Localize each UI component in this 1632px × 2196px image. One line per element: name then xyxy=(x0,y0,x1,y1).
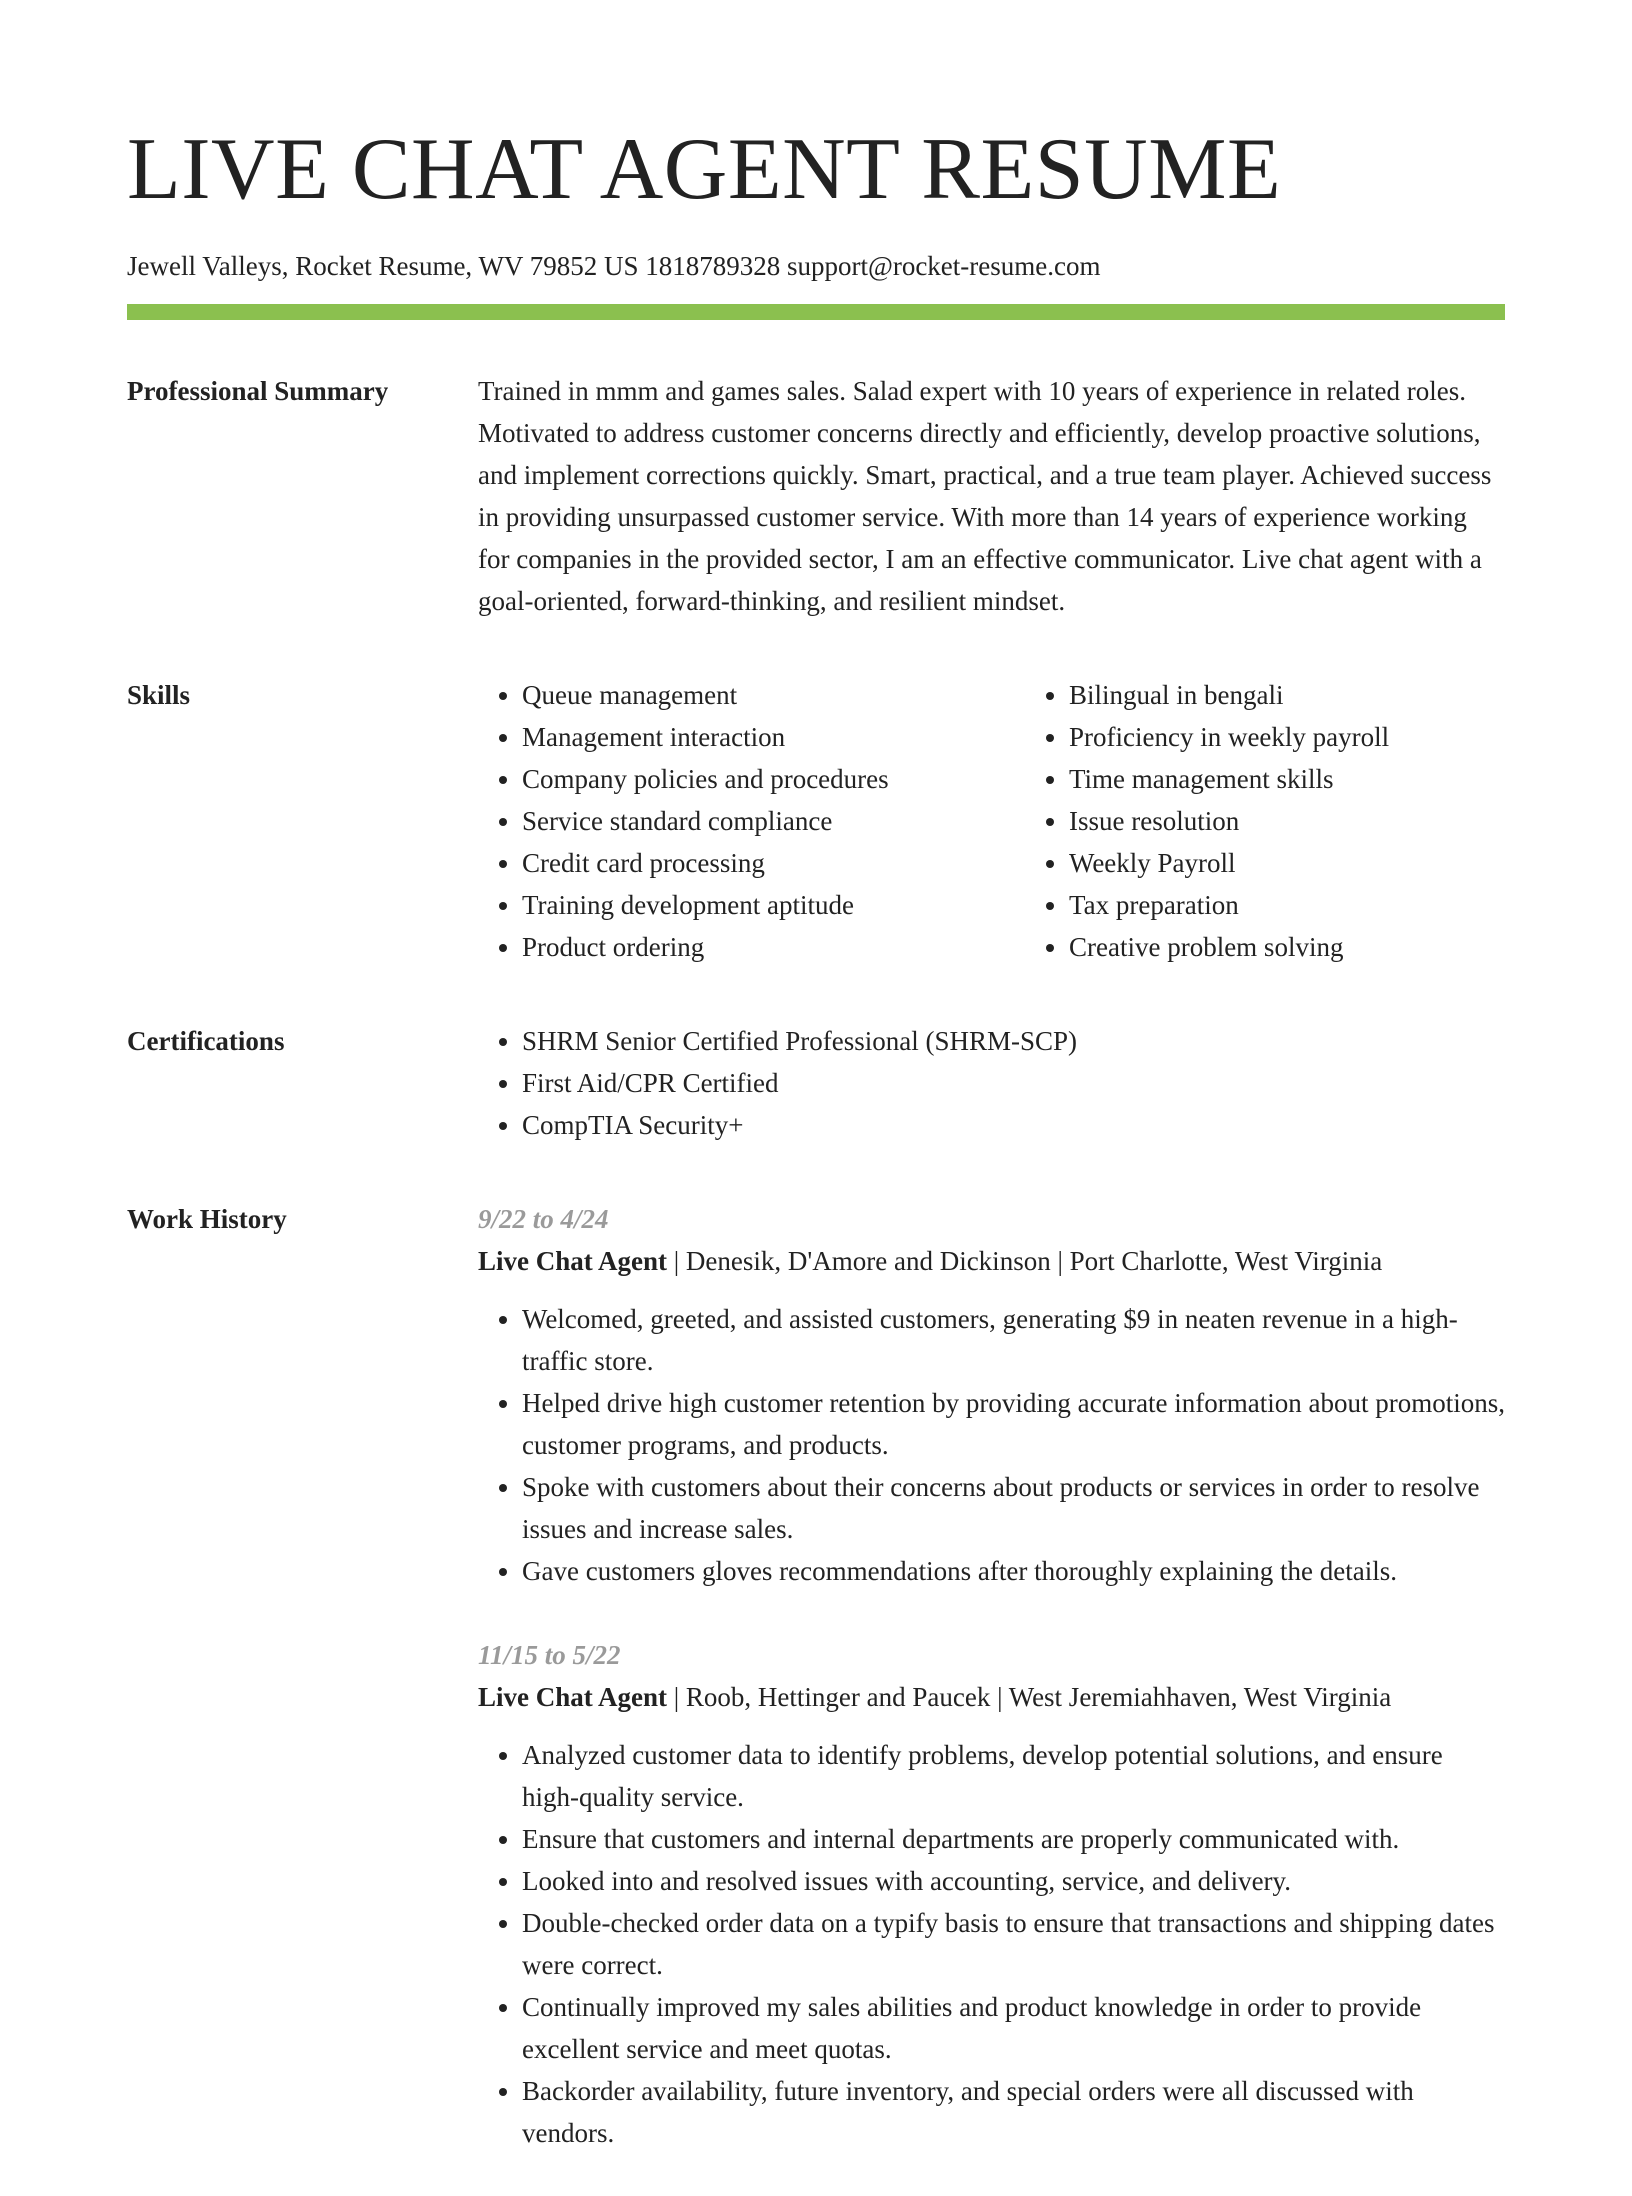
skill-item: • Credit card processing xyxy=(522,842,1025,884)
job-bullet: • Ensure that customers and internal departments are properly communicated with. xyxy=(522,1818,1505,1860)
job-bullet: • Analyzed customer data to identify problems, develop potential solutions, and ensure high-quality service. xyxy=(522,1734,1505,1818)
job-bullet: • Gave customers gloves recommendations after thoroughly explaining the details. xyxy=(522,1550,1505,1592)
skills-label: Skills xyxy=(127,680,191,710)
skill-item: • Product ordering xyxy=(522,926,1025,968)
skill-item: • Weekly Payroll xyxy=(1069,842,1505,884)
job-heading xyxy=(478,1240,1505,1282)
job-bullets xyxy=(478,1298,1505,1592)
work-history-label: Work History xyxy=(127,1204,287,1234)
job-entry xyxy=(478,1198,1505,1592)
job-bullet: • Welcomed, greeted, and assisted customers, generating $9 in neaten revenue in a high-traffic store. xyxy=(522,1298,1505,1382)
skills-list-right xyxy=(1025,674,1505,968)
job-bullets xyxy=(478,1734,1505,2154)
certification-item: • First Aid/CPR Certified xyxy=(522,1062,1505,1104)
summary-label: Professional Summary xyxy=(127,376,389,406)
job-bullet: • Helped drive high customer retention by providing accurate information about promotions, customer programs, and products. xyxy=(522,1382,1505,1466)
header-divider xyxy=(127,304,1505,320)
job-bullet: • Double-checked order data on a typify basis to ensure that transactions and shipping dates were correct. xyxy=(522,1902,1505,1986)
summary-text: Trained in mmm and games sales. Salad expert with 10 years of experience in related roles. Motivated to address customer concerns directly and efficiently, develop proactive solutions, and implement corrections quickly. Smart, practical, and a true team player. Achieved success in providing unsurpassed customer service. With more than 14 years of experience working for companies in the provided sector, I am an effective communicator. Live chat agent with a goal-oriented, forward-thinking, and resilient mindset. xyxy=(478,376,1492,616)
skill-item: • Creative problem solving xyxy=(1069,926,1505,968)
skill-item: • Time management skills xyxy=(1069,758,1505,800)
job-title: Live Chat Agent xyxy=(478,1246,667,1276)
skill-item: • Issue resolution xyxy=(1069,800,1505,842)
skills-section xyxy=(127,674,1505,968)
page-title: LIVE CHAT AGENT RESUME xyxy=(127,121,1282,218)
certifications-list xyxy=(478,1020,1505,1146)
summary-section xyxy=(127,370,1505,622)
work-history-section xyxy=(127,1198,1505,2196)
skill-item: • Service standard compliance xyxy=(522,800,1025,842)
job-details: | Roob, Hettinger and Paucek | West Jeremiahhaven, West Virginia xyxy=(667,1682,1392,1712)
skill-item: • Training development aptitude xyxy=(522,884,1025,926)
certification-item: • CompTIA Security+ xyxy=(522,1104,1505,1146)
skill-item: • Queue management xyxy=(522,674,1025,716)
job-entry xyxy=(478,1634,1505,2154)
certifications-section xyxy=(127,1020,1505,1146)
skill-item: • Tax preparation xyxy=(1069,884,1505,926)
job-bullet: • Looked into and resolved issues with accounting, service, and delivery. xyxy=(522,1860,1505,1902)
certifications-label: Certifications xyxy=(127,1026,285,1056)
skill-item: • Company policies and procedures xyxy=(522,758,1025,800)
contact-info: Jewell Valleys, Rocket Resume, WV 79852 US 1818789328 support@rocket-resume.com xyxy=(127,251,1101,281)
job-bullet: • Backorder availability, future inventory, and special orders were all discussed with vendors. xyxy=(522,2070,1505,2154)
job-bullet: • Continually improved my sales abilities and product knowledge in order to provide excellent service and meet quotas. xyxy=(522,1986,1505,2070)
job-title: Live Chat Agent xyxy=(478,1682,667,1712)
skills-list-left xyxy=(478,674,1025,968)
job-details: | Denesik, D'Amore and Dickinson | Port Charlotte, West Virginia xyxy=(667,1246,1383,1276)
job-heading xyxy=(478,1676,1505,1718)
job-dates: 9/22 to 4/24 xyxy=(478,1204,609,1234)
job-dates: 11/15 to 5/22 xyxy=(478,1640,621,1670)
certification-item: • SHRM Senior Certified Professional (SHRM-SCP) xyxy=(522,1020,1505,1062)
skill-item: • Management interaction xyxy=(522,716,1025,758)
skill-item: • Proficiency in weekly payroll xyxy=(1069,716,1505,758)
skill-item: • Bilingual in bengali xyxy=(1069,674,1505,716)
job-bullet: • Spoke with customers about their concerns about products or services in order to resolve issues and increase sales. xyxy=(522,1466,1505,1550)
